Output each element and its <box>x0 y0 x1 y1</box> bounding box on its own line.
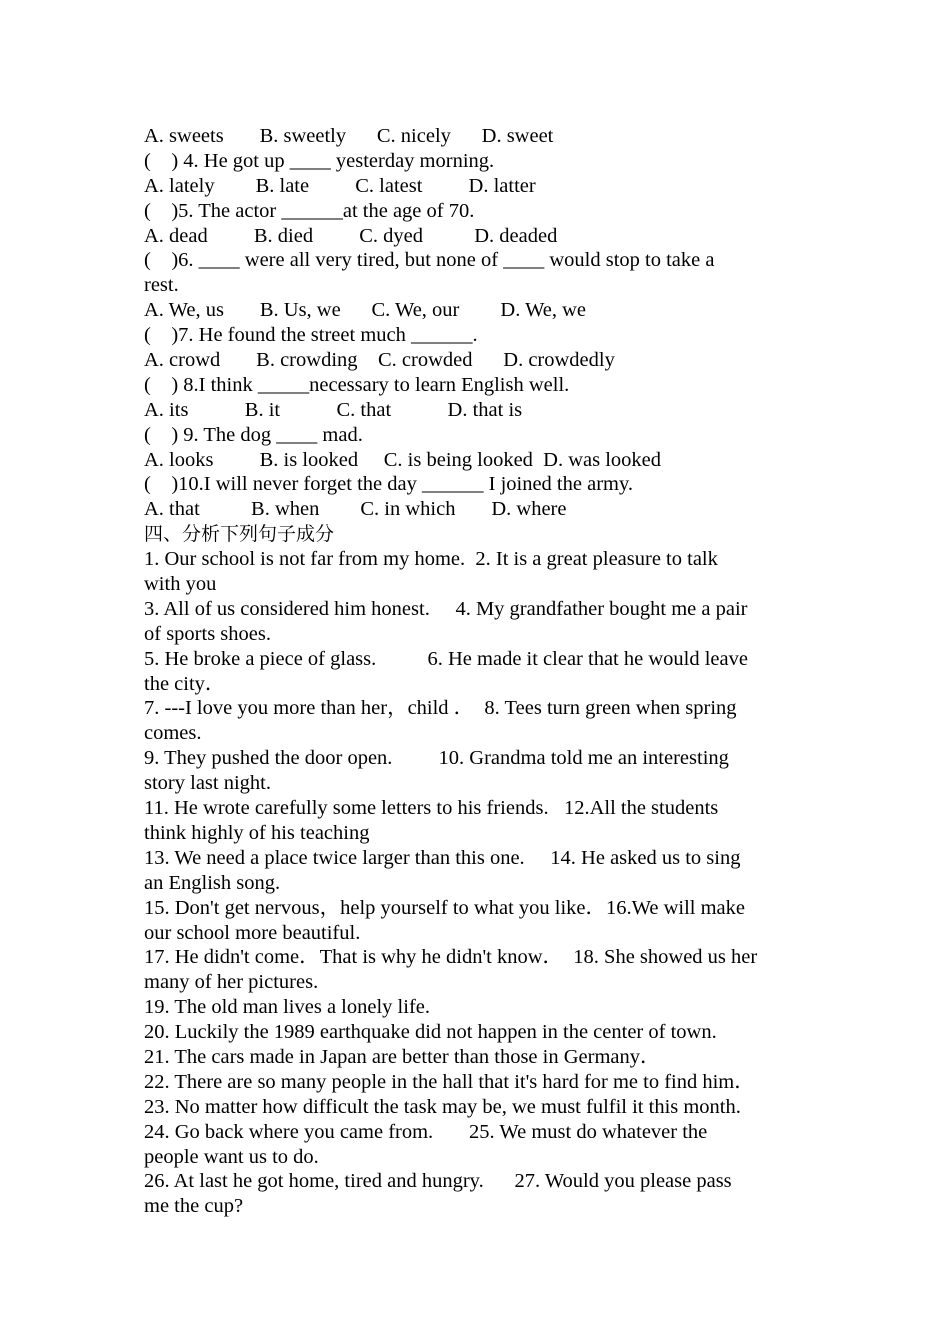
sentence-line: comes. <box>144 722 202 745</box>
question-line: ( )10.I will never forget the day ______ I joined the army. <box>144 473 634 496</box>
sentence-line: 17. He didn't come．That is why he didn't know． 18. She showed us her <box>144 946 758 969</box>
sentence-line: think highly of his teaching <box>144 821 370 844</box>
sentence-line: 19. The old man lives a lonely life. <box>144 996 430 1019</box>
section-heading: 四、分析下列句子成分 <box>144 523 335 546</box>
sentence-line: 22. There are so many people in the hall that it's hard for me to find him． <box>144 1070 755 1093</box>
sentence-line: 15. Don't get nervous，help yourself to what you like．16.We will make <box>144 896 745 919</box>
sentence-line: many of her pictures. <box>144 971 319 994</box>
option-line: A. lately B. late C. latest D. latter <box>144 174 536 197</box>
sentence-line: 1. Our school is not far from my home. 2. It is a great pleasure to talk <box>144 548 718 571</box>
sentence-line: 21. The cars made in Japan are better than those in Germany． <box>144 1045 661 1068</box>
option-line: A. sweets B. sweetly C. nicely D. sweet <box>144 125 554 147</box>
sentence-line: 23. No matter how difficult the task may be, we must fulfil it this month. <box>144 1095 741 1118</box>
question-line-continued: rest. <box>144 274 179 297</box>
sentence-line: me the cup? <box>144 1195 244 1218</box>
sentence-line: story last night. <box>144 772 271 795</box>
option-line: A. its B. it C. that D. that is <box>144 398 523 421</box>
document-page <box>144 124 806 1219</box>
option-line: A. looks B. is looked C. is being looked D. was looked <box>144 448 662 471</box>
sentence-line: 5. He broke a piece of glass. 6. He made it clear that he would leave <box>144 647 748 670</box>
sentence-line: people want us to do. <box>144 1145 319 1168</box>
option-line: A. dead B. died C. dyed D. deaded <box>144 224 558 247</box>
sentence-line: 20. Luckily the 1989 earthquake did not happen in the center of town. <box>144 1021 717 1044</box>
sentence-line: 24. Go back where you came from. 25. We must do whatever the <box>144 1120 708 1143</box>
sentence-line: 13. We need a place twice larger than this one. 14. He asked us to sing <box>144 846 741 869</box>
option-line: A. crowd B. crowding C. crowded D. crowdedly <box>144 349 615 372</box>
sentence-line: 26. At last he got home, tired and hungry. 27. Would you please pass <box>144 1170 732 1193</box>
sentence-line: 3. All of us considered him honest. 4. My grandfather bought me a pair <box>144 597 748 620</box>
question-line: ( )5. The actor ______at the age of 70. <box>144 199 475 222</box>
quiz-section <box>144 124 806 522</box>
option-line: A. We, us B. Us, we C. We, our D. We, we <box>144 299 587 322</box>
question-line: ( ) 4. He got up ____ yesterday morning. <box>144 149 495 172</box>
question-line: ( ) 9. The dog ____ mad. <box>144 423 363 446</box>
question-line: ( ) 8.I think _____necessary to learn English well. <box>144 373 570 396</box>
sentence-line: 7. ---I love you more than her，child ． 8. Tees turn green when spring <box>144 697 737 720</box>
sentence-line: the city． <box>144 672 226 695</box>
sentence-line: 11. He wrote carefully some letters to his friends. 12.All the students <box>144 797 719 820</box>
sentence-line: our school more beautiful. <box>144 921 361 944</box>
sentence-line: an English song. <box>144 871 281 894</box>
question-line: ( )7. He found the street much ______. <box>144 324 478 347</box>
sentence-line: 9. They pushed the door open. 10. Grandma told me an interesting <box>144 747 729 770</box>
question-line: ( )6. ____ were all very tired, but none of ____ would stop to take a <box>144 249 715 272</box>
sentence-line: of sports shoes. <box>144 622 271 645</box>
option-line: A. that B. when C. in which D. where <box>144 498 567 521</box>
analysis-section <box>144 547 806 1219</box>
sentence-line: with you <box>144 573 217 596</box>
